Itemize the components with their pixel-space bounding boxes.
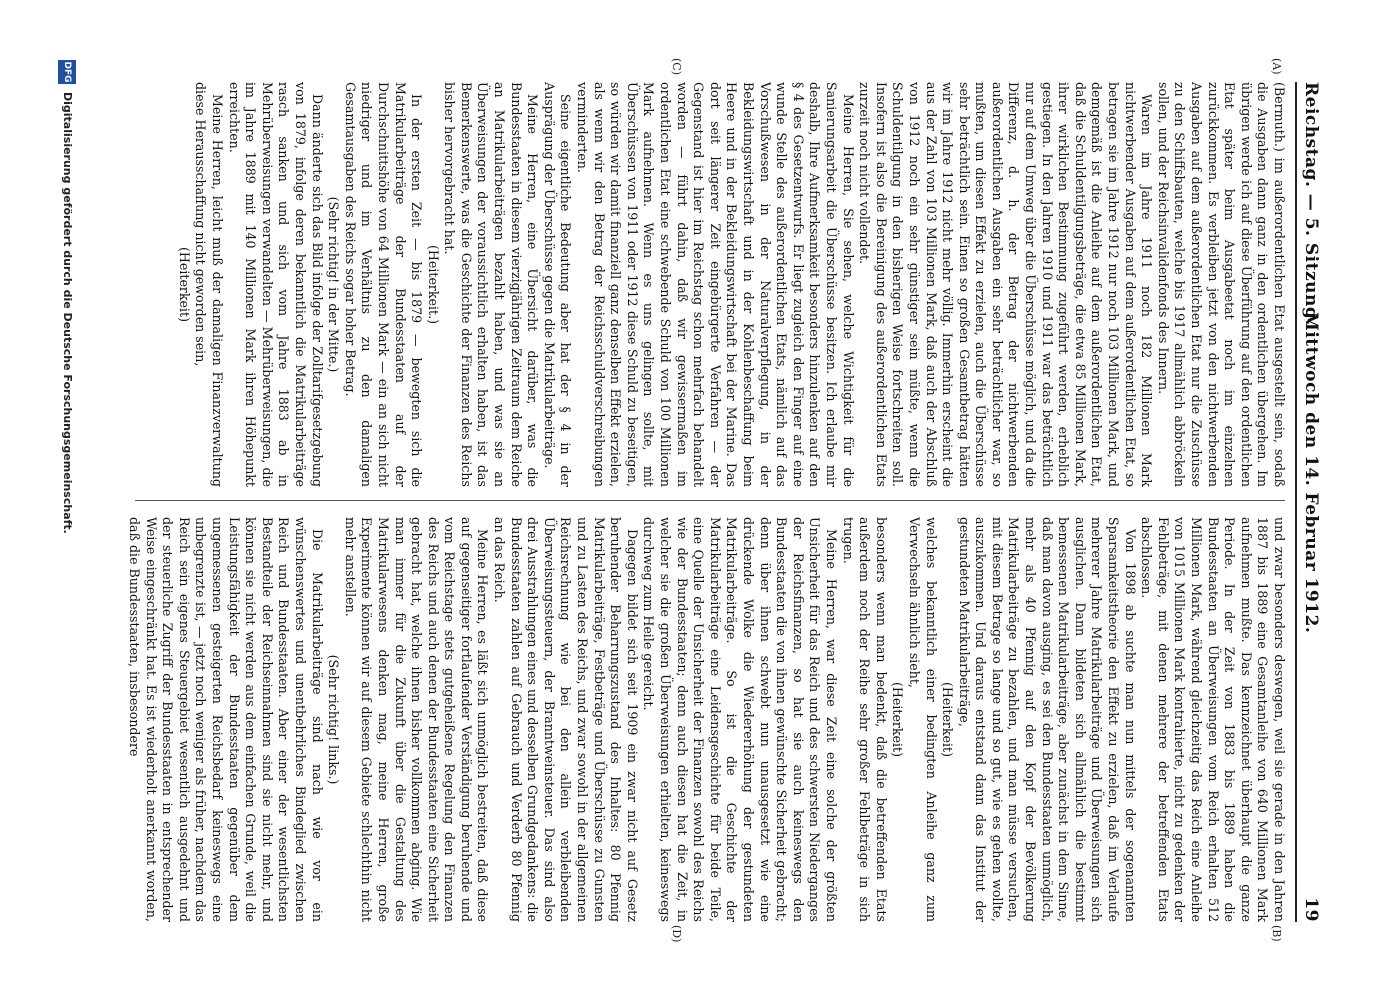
interjection: (Heiterkeit) [176, 247, 192, 322]
interjection: (Sehr richtig! in der Mitte.) [326, 196, 342, 373]
paragraph: besonders wenn man bedenkt, daß die betreffenden Etats außerdem noch der Reihe sehr großer Fehlbeträge in sich trugen. [840, 517, 889, 922]
paragraph: Waren im Jahre 1911 noch 182 Millionen Mark nichtwerbender Ausgaben auf dem außerordentlichen Etat, so betragen sie im Jahre 1912 nur noch 103 Millionen Mark, und demgemäß ist die Anleihe auf dem außerordentlichen Etat, daß die Schuldentilgungsbeträge, die etwa 85 Millionen Mark, ihrer wirklichen Bestimmung zugeführt werden, erheblich gestiegen. In den Jahren 1910 und 1911 war das beträchtlich nur auf dem Umweg über die Überschüsse möglich, und da die Differenz, d. h. der Betrag der nichtwerbenden außerordentlichen Ausgaben ein sehr beträchtlicher war, so mußten, um diesen Effekt zu erzielen, auch die Überschüsse sehr beträchtlich sein. Einen so großen Gesamtbetrag hätten wir im Jahre 1912 nicht mehr völlig. Immerhin erscheint die aus der Zahl von 103 Millionen Mark, daß auch der Abschluß von 1912 noch ein sehr günstiger sein müßte, wenn die Schuldentilgung in den bisherigen Weise fortschreiten soll. Insofern ist also die Bereinigung des außerordentlichen Etats zurzeit noch nicht vollendet. [857, 82, 1155, 487]
margin-letter-a: (A) [1270, 58, 1283, 75]
paragraph: Die Matrikularbeiträge sind nach wie vor ein wünschenswertes und unentbehrliches Bindeglied zwischen Reich und Bundesstaaten. Aber einer der wesentlichsten Bestandteile der Reichseinnahmen sind sie nicht mehr, und können sie nicht werden aus dem einfachen Grunde, weil die Leistungsfähigkeit der Bundesstaaten gegenüber dem ungemessenen gesteigerten Reichsbedarf keineswegs eine unbegrenzte ist, — jetzt noch weniger als früher, nachdem das Reich sein eigenes Steuergebiet wesentlich ausgedehnt und der steuerliche Zugriff der Bundesstaaten in entsprechender Weise eingeschränkt hat. Es ist wiederholt anerkannt worden, daß die Bundesstaaten, insbesondere [127, 517, 325, 922]
interjection: (Heiterkeit.) [425, 245, 441, 324]
column-divider [135, 500, 1285, 501]
paragraph: Von 1898 ab suchte man nun mittels der sogenannten Sparsamkeitstheorie den Effekt zu erzielen, daß im Verlaufe mehrerer Jahre Matrikularbeiträge und Überweisungen sich ausglichen. Dann bildeten sich allmählich die bestimmt bemessenen Matrikularbeiträge, aber zunächst in dem Sinne, daß man davon ausging, es sei den Bundesstaaten unmöglich, mehr als 40 Pfennig auf den Kopf der Bevölkerung Matrikularbeiträge zu bezahlen, und man müsse versuchen, mit diesem Betrage so lange und so gut, wie es gehen wollte, auszukommen. Und daraus entstand dann das Institut der gestundeten Matrikularbeiträge, [956, 517, 1138, 922]
dfg-logo: DFG [58, 60, 76, 84]
header-date: Mittwoch den 14. Februar 1912. [1301, 312, 1321, 634]
interjection: (Heiterkeit) [890, 682, 906, 757]
page-header [1295, 82, 1323, 922]
paragraph: Meine Herren, leicht muß der damaligen Finanzverwaltung diese Herausschaffung nicht geworden sein, [193, 82, 225, 487]
margin-letter-b: (B) [1270, 925, 1283, 942]
paragraph: In der ersten Zeit — bis 1879 — bewegten sich die Matrikularbeiträge der Bundesstaaten auf der Durchschnittshöhe von 64 Millionen Mark — ein an sich nicht niedriger und im Verhältnis zu den damaligen Gesamtausgaben des Reichs sogar hoher Betrag. [342, 82, 425, 487]
paragraph: und zwar besonders deswegen, weil sie gerade in den Jahren 1887 bis 1889 eine Gesamtanleihe von 640 Millionen Mark aufnehmen mußte. Das kennzeichnet überhaupt die ganze Periode. In der Zeit von 1883 bis 1889 haben die Bundesstaaten an Überweisungen vom Reich erhalten 512 Millionen Mark, während gleichzeitig das Reich eine Anleihe von 1015 Millionen Mark kontrahierte, nicht zu gedenken der Fehlbeträge, mit denen mehrere der betreffenden Etats abschlossen. [1139, 517, 1287, 922]
paragraph: Dagegen bildet sich seit 1909 ein zwar nicht auf Gesetz beruhender Beharrungszustand des Inhaltes: 80 Pfennig Matrikularbeiträge, Festbeträge und Überschüsse zu Gunsten und zu Lasten des Reichs, und zwar sowohl in der allgemeinen Reichsrechnung wie bei den allein verbleibenden Überweisungssteuern, der Branntweinsteuer. Das sind also drei Ausstrahlungen eines und desselben Grundgedankens: die Bundesstaaten zahlen auf Gebrauch und Verderb 80 Pfennig an das Reich. [492, 517, 640, 922]
paragraph: Meine Herren, Sie sehen, welche Wichtigkeit für die Sanierungsarbeit die Überschüsse besitzen. Ich erlaube mir deshalb, Ihre Aufmerksamkeit besonders hinzulenken auf den § 4 des Gesetzentwurfs. Er liegt zugleich den Finger auf eine wunde Stelle des außerordentlichen Etats, nämlich auf das Vorschußwesen in der Naturalverpflegung, in der Bekleidungswirtschaft und in der Kohlenbeschaffung beim Heere und in der Bekleidungswirtschaft bei der Marine. Das dort seit längerer Zeit eingebürgerte Verfahren — der Gegenstand ist hier im Reichstag schon mehrfach behandelt worden — führt dahin, daß wir gewissermaßen im ordentlichen Etat eine schwebende Schuld von 100 Millionen Mark aufnehmen. Wenn es uns gelingen sollte, mit Überschüssen von 1911 oder 1912 diese Schuld zu beseitigen, so würden wir damit finanziell ganz denselben Effekt erzielen, als wenn wir den Betrag der Reichsschuldverschreibungen verminderten. [575, 82, 856, 487]
paragraph: Meine Herren, war diese Zeit eine solche der größten Unsicherheit für das Reich und des schwersten Niederganges der Reichsfinanzen, so hat sie auch keineswegs den Bundesstaaten die von ihnen gewünschte Sicherheit gebracht; denn über ihnen schwebt nun unausgesetzt wie eine drückende Wolke die Wiedererhöhung der gestundeten Matrikularbeiträge. So ist die Geschichte der Matrikularbeiträge eine Leidensgeschichte für beide Teile, eine Quelle der Unsicherheit der Finanzen sowohl des Reichs wie der Bundesstaaten; denn auch diesen hat die Zeit, in welcher sie die großen Überweisungen erhielten, keineswegs durchweg zum Heile gereicht. [641, 517, 839, 922]
margin-letter-d: (D) [670, 925, 683, 943]
page-number: 19 [1301, 897, 1321, 922]
paragraph: welches bekanntlich einer bedingten Anleihe ganz zum Verwechseln ähnlich sieht, [906, 517, 939, 922]
margin-letter-c: (C) [670, 58, 683, 75]
interjection: (Sehr richtig! links.) [326, 654, 342, 785]
paragraph: Seine eigentliche Bedeutung aber hat der § 4 in der Ausprägung der Überschüsse gegen die Matrikularbeiträge. [541, 82, 574, 487]
paragraph: Dann änderte sich das Bild infolge der Zolltarifgesetzgebung von 1879, infolge deren bekanntlich die Matrikularbeiträge rasch sanken und sich vom Jahre 1883 ab in Mehrüberweisungen verwandelten — Mehrüberweisungen, die im Jahre 1889 mit 140 Millionen Mark ihren Höhepunkt erreichten. [226, 82, 325, 487]
paragraph: Meine Herren, es läßt sich unmöglich bestreiten, daß diese auf gegenseitiger fortlaufender Verständigung beruhende und vom Reichstage stets gutgeheißene Regelung den Finanzen des Reichs und auch denen der Bundesstaaten eine Sicherheit gebracht hat, welche ihnen bisher vollkommen abging. Wie man immer für die Zukunft über die Gestaltung des Matrikularwesens denken mag, meine Herren, große Experimente können wir auf diesem Gebiete schlechthin nicht mehr anstellen. [342, 517, 491, 922]
interjection: (Heiterkeit) [940, 682, 956, 757]
digitization-note: Digitalisierung gefördert durch die Deutsche Forschungsgemeinschaft. [61, 92, 74, 534]
paragraph: (Bermuth.) im außerordentlichen Etat ausgestellt sein, sodaß die Ausgaben dann ganz in den ordentlichen übergehen. Im übrigen werde ich auf diese Überführung auf den ordentlichen Etat später beim Ausgabeetat noch im einzelnen zurückkommen. Es verbleiben jetzt von den nichtwerbenden Ausgaben auf dem außerordentlichen Etat nur die Zuschüsse zu den Schiffsbauten, welche bis 1917 allmählich abbröckeln sollen, und der Reichsinvalidenfonds des Innern. [1155, 82, 1287, 487]
header-left: Reichstag. — 5. Sitzung. [1301, 82, 1321, 326]
right-column [127, 517, 1287, 922]
digitization-stamp [54, 60, 76, 940]
paragraph: Meine Herren, eine Übersicht darüber, was die Bundesstaaten in diesem vierzigjährigen Zeitraum dem Reiche an Matrikularbeiträgen bezahlt haben, und was sie an Überweisungen der voraussichtlich erhalten haben, ist das Bemerkenswerte, was die Geschichte der Finanzen des Reichs bisher hervorgebracht hat. [442, 82, 541, 487]
left-column [127, 82, 1287, 487]
